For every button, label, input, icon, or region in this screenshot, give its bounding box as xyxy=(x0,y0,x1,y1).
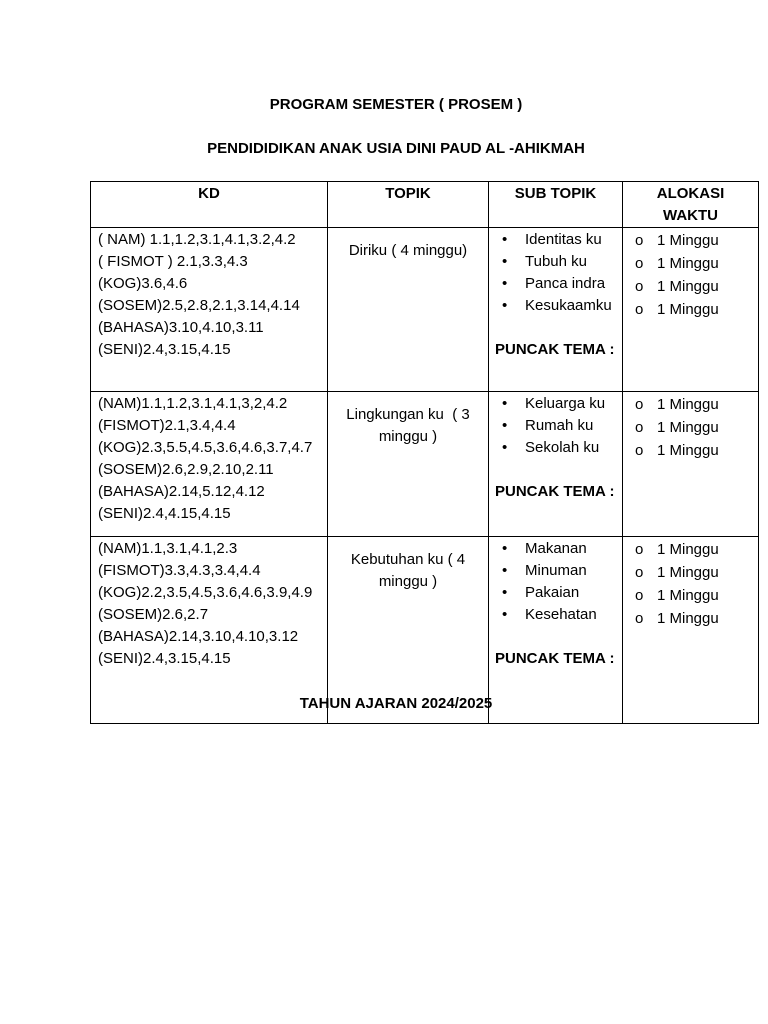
kd-line: (SOSEM)2.6,2.9,2.10,2.11 xyxy=(98,461,274,478)
topik-text-line: Kebutuhan ku ( 4 xyxy=(350,551,466,568)
prosem-table xyxy=(90,181,759,724)
sub-topik-cell xyxy=(489,228,623,392)
kd-line: ( NAM) 1.1,1.2,3.1,4.1,3.2,4.2 xyxy=(98,231,296,248)
circle-bullet-icon: o xyxy=(635,587,644,604)
list-item xyxy=(635,393,758,416)
sub-topik-label: Rumah ku xyxy=(525,417,594,434)
sub-topik-cell xyxy=(489,392,623,537)
list-item xyxy=(635,584,758,607)
circle-bullet-icon: o xyxy=(635,419,644,436)
bullet-icon: • xyxy=(502,439,508,456)
circle-bullet-icon: o xyxy=(635,541,644,558)
table-header-row xyxy=(91,182,759,228)
puncak-tema-label: PUNCAK TEMA : xyxy=(495,650,615,667)
kd-line: (KOG)2.2,3.5,4.5,3.6,4.6,3.9,4.9 xyxy=(98,584,313,601)
list-item xyxy=(495,295,622,317)
alokasi-value: 1 Minggu xyxy=(657,232,719,249)
list-item xyxy=(495,604,622,626)
kd-line: (SENI)2.4,3.15,4.15 xyxy=(98,341,231,358)
kd-line: (BAHASA)3.10,4.10,3.11 xyxy=(98,319,264,336)
table-row xyxy=(91,228,759,392)
list-item xyxy=(635,229,758,252)
puncak-tema-label: PUNCAK TEMA : xyxy=(495,341,615,358)
bullet-icon: • xyxy=(502,417,508,434)
alokasi-value: 1 Minggu xyxy=(657,301,719,318)
header-alokasi-line1: ALOKASI xyxy=(656,185,725,202)
alokasi-value: 1 Minggu xyxy=(657,610,719,627)
academic-year-footer: TAHUN AJARAN 2024/2025 xyxy=(299,695,493,712)
alokasi-value: 1 Minggu xyxy=(657,541,719,558)
document-subtitle: PENDIDIDIKAN ANAK USIA DINI PAUD AL -AHIKMAH xyxy=(207,140,585,157)
header-sub-topik: SUB TOPIK xyxy=(489,182,623,228)
list-item xyxy=(495,229,622,251)
kd-line: (BAHASA)2.14,3.10,4.10,3.12 xyxy=(98,628,299,645)
alokasi-value: 1 Minggu xyxy=(657,587,719,604)
list-item xyxy=(635,439,758,462)
bullet-icon: • xyxy=(502,584,508,601)
topik-text-line: minggu ) xyxy=(378,428,438,445)
list-item xyxy=(495,273,622,295)
kd-line: (NAM)1.1,3.1,4.1,2.3 xyxy=(98,540,238,557)
list-item xyxy=(495,393,622,415)
alokasi-value: 1 Minggu xyxy=(657,564,719,581)
sub-topik-label: Minuman xyxy=(525,562,587,579)
list-item xyxy=(635,252,758,275)
header-alokasi-waktu xyxy=(623,182,759,228)
list-item xyxy=(495,560,622,582)
puncak-tema-label: PUNCAK TEMA : xyxy=(495,483,615,500)
header-alokasi-line2: WAKTU xyxy=(663,207,718,224)
list-item xyxy=(635,561,758,584)
kd-line: (NAM)1.1,1.2,3.1,4.1,3,2,4.2 xyxy=(98,395,288,412)
sub-topik-label: Kesehatan xyxy=(525,606,597,623)
bullet-icon: • xyxy=(502,253,508,270)
kd-line: (SOSEM)2.5,2.8,2.1,3.14,4.14 xyxy=(98,297,300,314)
kd-cell xyxy=(91,228,328,392)
sub-topik-label: Kesukaamku xyxy=(525,297,612,314)
alokasi-value: 1 Minggu xyxy=(657,419,719,436)
circle-bullet-icon: o xyxy=(635,255,644,272)
circle-bullet-icon: o xyxy=(635,564,644,581)
kd-line: (FISMOT)2.1,3.4,4.4 xyxy=(98,417,236,434)
sub-topik-label: Identitas ku xyxy=(525,231,602,248)
sub-topik-label: Pakaian xyxy=(525,584,580,601)
list-item xyxy=(635,275,758,298)
kd-line: (SENI)2.4,4.15,4.15 xyxy=(98,505,231,522)
alokasi-cell xyxy=(623,392,759,537)
alokasi-value: 1 Minggu xyxy=(657,396,719,413)
document-title: PROGRAM SEMESTER ( PROSEM ) xyxy=(269,96,523,113)
kd-line: (KOG)3.6,4.6 xyxy=(98,275,188,292)
list-item xyxy=(495,582,622,604)
sub-topik-list xyxy=(495,538,622,626)
list-item xyxy=(495,538,622,560)
topik-cell xyxy=(328,228,489,392)
table-row xyxy=(91,392,759,537)
topik-text-line: Lingkungan ku ( 3 xyxy=(346,406,470,423)
list-item xyxy=(635,538,758,561)
alokasi-list xyxy=(635,393,758,462)
topik-cell xyxy=(328,392,489,537)
bullet-icon: • xyxy=(502,562,508,579)
list-item xyxy=(635,416,758,439)
kd-cell xyxy=(91,392,328,537)
bullet-icon: • xyxy=(502,606,508,623)
bullet-icon: • xyxy=(502,297,508,314)
kd-line: (SENI)2.4,3.15,4.15 xyxy=(98,650,231,667)
alokasi-value: 1 Minggu xyxy=(657,442,719,459)
bullet-icon: • xyxy=(502,275,508,292)
sub-topik-label: Sekolah ku xyxy=(525,439,600,456)
circle-bullet-icon: o xyxy=(635,301,644,318)
sub-topik-list xyxy=(495,229,622,317)
list-item xyxy=(495,415,622,437)
list-item xyxy=(495,251,622,273)
header-kd: KD xyxy=(91,182,328,228)
topik-text: Diriku ( 4 minggu) xyxy=(348,242,468,259)
sub-topik-label: Tubuh ku xyxy=(525,253,587,270)
circle-bullet-icon: o xyxy=(635,396,644,413)
sub-topik-label: Makanan xyxy=(525,540,587,557)
bullet-icon: • xyxy=(502,540,508,557)
topik-text-line: minggu ) xyxy=(378,573,438,590)
sub-topik-label: Panca indra xyxy=(525,275,606,292)
alokasi-value: 1 Minggu xyxy=(657,255,719,272)
bullet-icon: • xyxy=(502,395,508,412)
alokasi-cell xyxy=(623,228,759,392)
kd-line: (KOG)2.3,5.5,4.5,3.6,4.6,3.7,4.7 xyxy=(98,439,313,456)
bullet-icon: • xyxy=(502,231,508,248)
kd-line: ( FISMOT ) 2.1,3.3,4.3 xyxy=(98,253,248,270)
circle-bullet-icon: o xyxy=(635,278,644,295)
kd-line: (SOSEM)2.6,2.7 xyxy=(98,606,209,623)
alokasi-list xyxy=(635,538,758,630)
circle-bullet-icon: o xyxy=(635,610,644,627)
header-topik: TOPIK xyxy=(328,182,489,228)
kd-line: (FISMOT)3.3,4.3,3.4,4.4 xyxy=(98,562,261,579)
sub-topik-list xyxy=(495,393,622,459)
list-item xyxy=(635,607,758,630)
list-item xyxy=(495,437,622,459)
kd-line: (BAHASA)2.14,5.12,4.12 xyxy=(98,483,265,500)
circle-bullet-icon: o xyxy=(635,442,644,459)
alokasi-list xyxy=(635,229,758,321)
sub-topik-label: Keluarga ku xyxy=(525,395,606,412)
alokasi-value: 1 Minggu xyxy=(657,278,719,295)
list-item xyxy=(635,298,758,321)
circle-bullet-icon: o xyxy=(635,232,644,249)
